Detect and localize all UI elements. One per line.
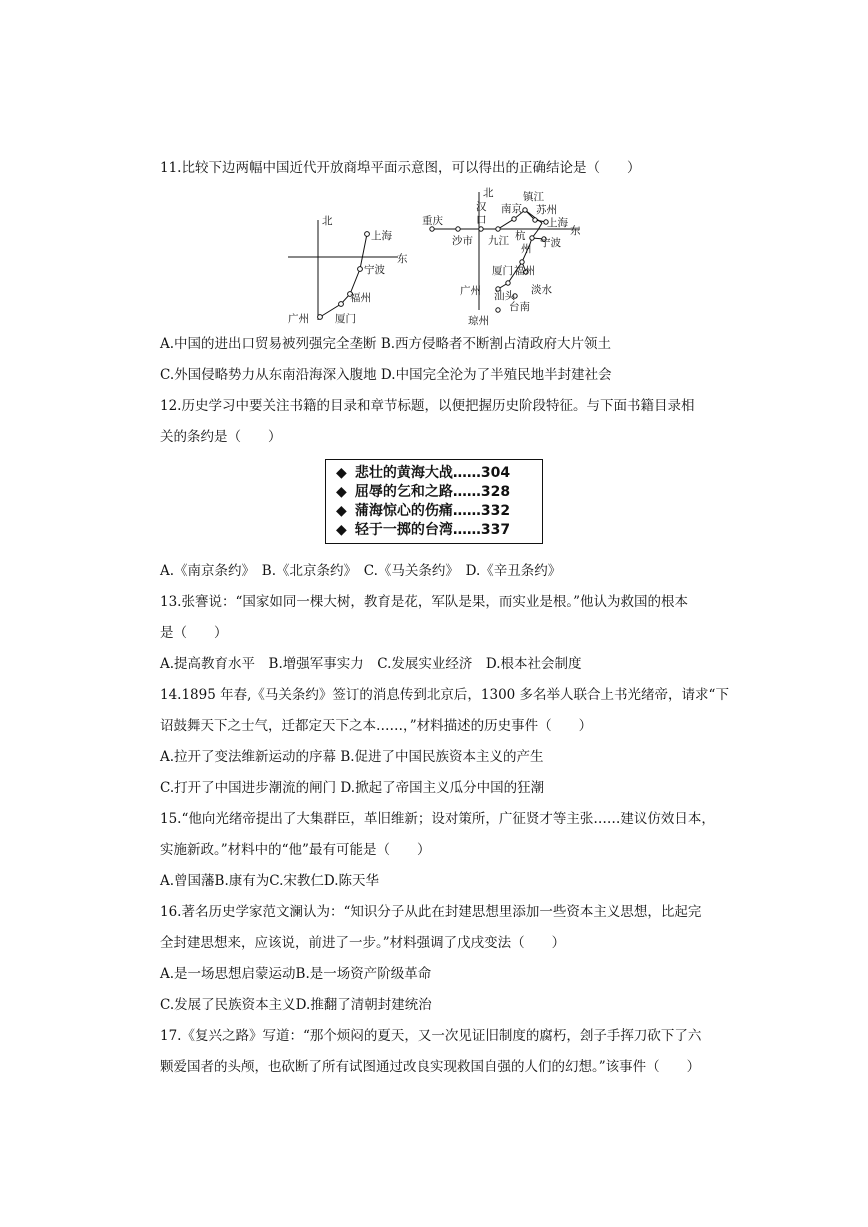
map2-dot-hangzhou <box>530 236 534 240</box>
question-12-stem-line-1: 12.历史学习中要关注书籍的目录和章节标题，以便把握历史阶段特征。与下面书籍目录相 <box>160 398 695 414</box>
question-16-option-line-2: C.发展了民族资本主义D.推翻了清朝封建统治 <box>160 997 432 1013</box>
treaty-ports-map-2 <box>418 182 588 330</box>
map1-city-guangzhou: 广州 <box>288 313 309 325</box>
question-13-options: A.提高教育水平 B.增强军事实力 C.发展实业经济 D.根本社会制度 <box>160 656 582 672</box>
map2-dot-chongqing <box>430 227 434 231</box>
question-15-stem-line-2: 实施新政。”材料中的“他”最有可能是（ ） <box>160 842 431 858</box>
map1-north-label: 北 <box>322 215 333 227</box>
map2-dot-nanjing <box>512 217 516 221</box>
question-16-option-line-1: A.是一场思想启蒙运动B.是一场资产阶级革命 <box>160 966 432 982</box>
map2-dot-shashi <box>456 227 460 231</box>
diamond-bullet-icon: ◆ <box>336 522 347 538</box>
book-table-of-contents <box>325 459 543 544</box>
question-14-stem-line-2: 诏鼓舞天下之士气，迁都定天下之本……，”材料描述的历史事件（ ） <box>160 718 593 734</box>
toc-entry: ◆ 蒲海惊心的伤痛……332 <box>336 503 511 519</box>
question-14-option-line-1: A.拉开了变法维新运动的序幕 B.促进了中国民族资本主义的产生 <box>160 749 544 765</box>
map2-east-label: 东 <box>570 225 581 237</box>
diamond-bullet-icon: ◆ <box>336 465 347 481</box>
map2-city-danshui: 淡水 <box>531 284 552 296</box>
map2-dot-hankou <box>479 227 483 231</box>
question-17-stem-line-1: 17.《复兴之路》写道：“那个烦闷的夏天，又一次见证旧制度的腐朽，刽子手挥刀砍下了六 <box>160 1028 702 1044</box>
map1-dot-shanghai <box>365 232 370 237</box>
map2-dot-xiamen <box>506 281 510 285</box>
toc-entry: ◆ 轻于一掷的台湾……337 <box>336 522 511 538</box>
map2-city-han: 汉 <box>476 201 487 213</box>
map2-city-ningbo: 宁波 <box>540 237 561 249</box>
diamond-bullet-icon: ◆ <box>336 484 347 500</box>
map1-city-fuzhou: 福州 <box>350 292 371 304</box>
map1-city-xiamen: 厦门 <box>335 313 356 325</box>
map2-city-tainan: 台南 <box>509 301 530 313</box>
map2-dot-qiongzhou <box>496 308 500 312</box>
map2-city-kou: 口 <box>476 214 487 226</box>
question-13-stem-line-1: 13.张謇说：“国家如同一棵大树，教育是花，军队是果，而实业是根。”他认为救国的根本 <box>160 594 689 610</box>
map1-dot-xiamen <box>339 302 344 307</box>
toc-entry: ◆ 悲壮的黄海大战……304 <box>336 465 511 481</box>
question-15-options: A.曾国藩B.康有为C.宋教仁D.陈天华 <box>160 873 380 889</box>
map2-city-zhou: 州 <box>521 243 532 255</box>
question-14-stem-line-1: 14.1895 年春,《马关条约》签订的消息传到北京后，1300 多名举人联合上书光绪帝，请求“下 <box>160 687 729 703</box>
map2-city-suzhou: 苏州 <box>536 204 557 216</box>
map2-city-shantou: 汕头 <box>494 290 515 302</box>
question-12-stem-line-2: 关的条约是（ ） <box>160 429 282 445</box>
question-11-option-line-1: A.中国的进出口贸易被列强完全垄断 B.西方侵略者不断割占清政府大片领土 <box>160 336 612 352</box>
diamond-bullet-icon: ◆ <box>336 503 347 519</box>
map2-city-guangzhou: 广州 <box>460 285 481 297</box>
toc-entry: ◆ 屈辱的乞和之路……328 <box>336 484 511 500</box>
map2-city-qiongzhou: 琼州 <box>468 315 489 327</box>
question-16-stem-line-1: 16.著名历史学家范文澜认为：“知识分子从此在封建思想里添加一些资本主义思想，比起完 <box>160 904 702 920</box>
map2-city-xiamen: 厦门 <box>492 265 513 277</box>
map2-city-zhenjiang: 镇江 <box>523 191 544 203</box>
map2-city-nanjing: 南京 <box>501 203 522 215</box>
map1-city-shanghai: 上海 <box>371 230 392 242</box>
map2-city-jiujiang: 九江 <box>488 235 509 247</box>
map1-dot-ningbo <box>358 267 363 272</box>
map2-dot-fuzhou <box>520 260 524 264</box>
map2-city-hang: 杭 <box>515 230 526 242</box>
map2-city-chongqing: 重庆 <box>422 215 443 227</box>
question-11-option-line-2: C.外国侵略势力从东南沿海深入腹地 D.中国完全沦为了半殖民地半封建社会 <box>160 367 612 383</box>
treaty-ports-map-1 <box>280 210 415 330</box>
map2-city-fuzhou: 福州 <box>514 265 535 277</box>
map1-dot-guangzhou <box>318 315 323 320</box>
question-13-stem-line-2: 是（ ） <box>160 625 228 641</box>
map1-city-ningbo: 宁波 <box>364 264 385 276</box>
map2-city-shashi: 沙市 <box>452 235 473 247</box>
question-14-option-line-2: C.打开了中国进步潮流的闸门 D.掀起了帝国主义瓜分中国的狂潮 <box>160 780 545 796</box>
question-17-stem-line-2: 颗爱国者的头颅，也砍断了所有试图通过改良实现救国自强的人们的幻想。”该事件（ ） <box>160 1059 701 1075</box>
question-16-stem-line-2: 全封建思想来，应该说，前进了一步。”材料强调了戊戌变法（ ） <box>160 935 566 951</box>
question-15-stem-line-1: 15.“他向光绪帝提出了大集群臣，革旧维新；设对策所，广征贤才等主张……建议仿效日本， <box>160 811 715 827</box>
map2-dot-zhenjiang <box>523 208 527 212</box>
map1-east-label: 东 <box>397 253 408 265</box>
map2-dot-jiujiang <box>496 227 500 231</box>
map2-dot-suzhou <box>533 218 537 222</box>
question-11-stem: 11.比较下边两幅中国近代开放商埠平面示意图，可以得出的正确结论是（ ） <box>160 160 641 176</box>
question-12-options: A.《南京条约》 B.《北京条约》 C.《马关条约》 D.《辛丑条约》 <box>160 563 562 579</box>
map2-north-label: 北 <box>483 187 494 199</box>
map2-city-shanghai: 上海 <box>547 217 568 229</box>
